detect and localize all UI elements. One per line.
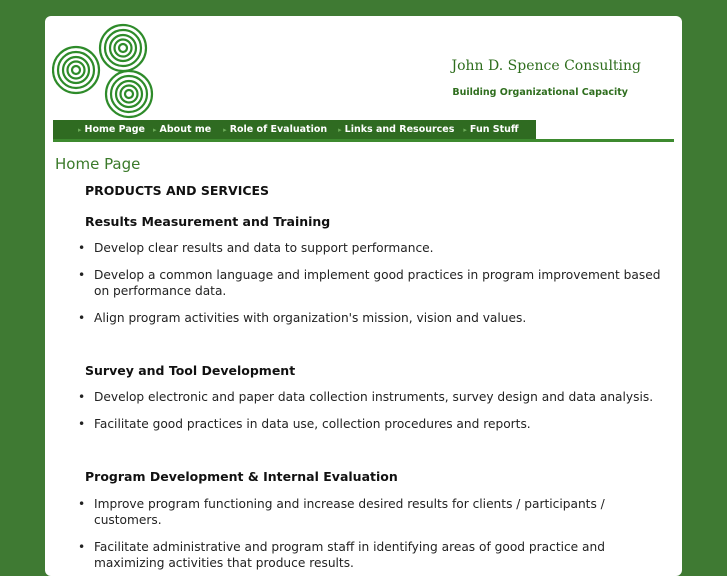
list-item: • Improve program functioning and increase desired results for clients / participants / customers. [85, 496, 665, 528]
page-container [45, 16, 682, 576]
nav-divider [53, 139, 674, 142]
list-item: • Facilitate good practices in data use, collection procedures and reports. [85, 416, 665, 432]
nav-item-links[interactable] [338, 120, 454, 139]
nav-label: Role of Evaluation [229, 124, 328, 135]
list-item: • Facilitate administrative and program staff in identifying areas of good practice and maximizing activities that produce results. [85, 539, 665, 571]
list-item: • Develop electronic and paper data collection instruments, survey design and data analysis. [85, 389, 665, 405]
page-title: Home Page [55, 155, 141, 173]
section-list [85, 496, 665, 571]
nav-item-role-of-evaluation[interactable] [223, 120, 327, 139]
nav-item-home[interactable] [78, 120, 145, 139]
nav-label: Fun Stuff [469, 124, 519, 135]
nav-label: Links and Resources [344, 124, 455, 135]
arrow-icon: ▸ [223, 125, 227, 134]
list-item: • Develop clear results and data to support performance. [85, 240, 665, 256]
section-list [85, 389, 665, 432]
section-list [85, 240, 665, 326]
nav-label: About me [159, 124, 212, 135]
nav-label: Home Page [84, 124, 146, 135]
section-title: Program Development & Internal Evaluation [85, 469, 398, 484]
arrow-icon: ▸ [463, 125, 467, 134]
nav-item-fun-stuff[interactable] [463, 120, 518, 139]
nav-item-about[interactable] [153, 120, 211, 139]
section-title: Results Measurement and Training [85, 214, 331, 229]
main-nav [53, 120, 536, 139]
arrow-icon: ▸ [78, 125, 82, 134]
arrow-icon: ▸ [153, 125, 157, 134]
intro-heading: PRODUCTS AND SERVICES [85, 183, 270, 198]
section-title: Survey and Tool Development [85, 363, 296, 378]
site-name: John D. Spence Consulting [451, 58, 641, 74]
site-tagline: Building Organizational Capacity [452, 87, 628, 98]
list-item: • Align program activities with organization's mission, vision and values. [85, 310, 665, 326]
arrow-icon: ▸ [338, 125, 342, 134]
triskele-logo [52, 23, 156, 119]
list-item: • Develop a common language and implement good practices in program improvement based on performance data. [85, 267, 665, 299]
